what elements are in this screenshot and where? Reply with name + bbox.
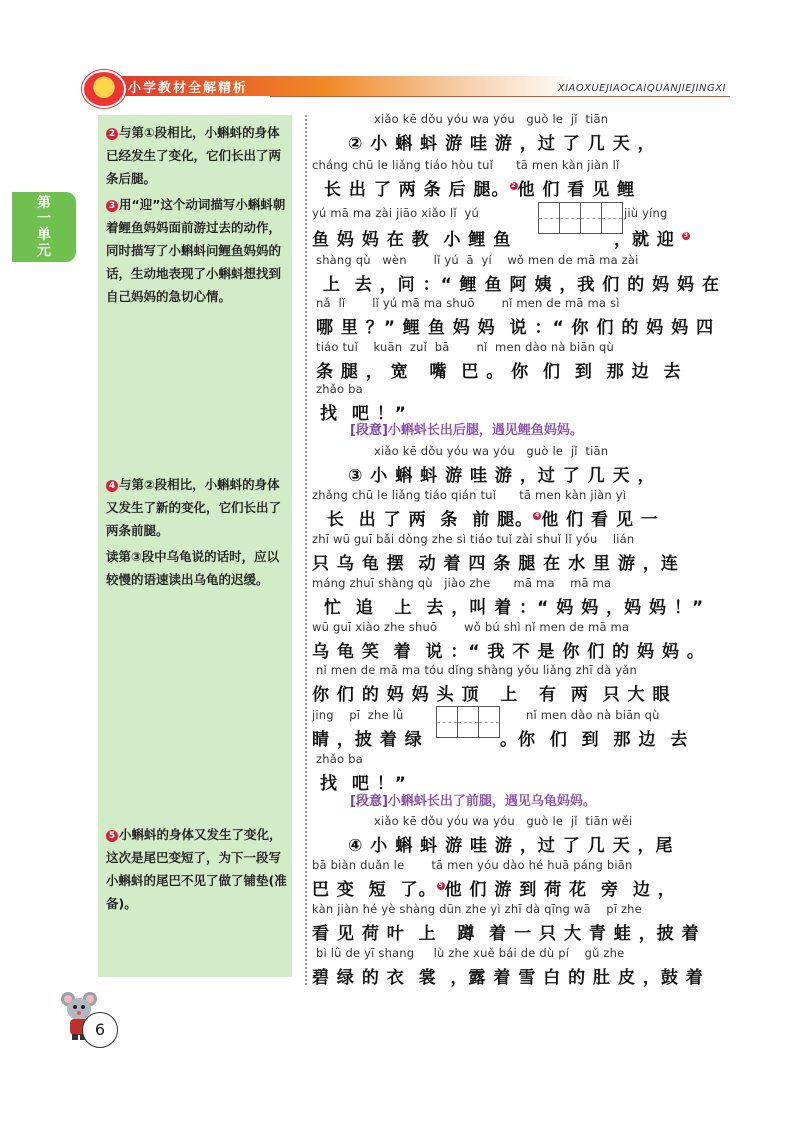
note-4 — [106, 473, 288, 542]
note-3-text: 用“迎”这个动词描写小蝌蚪朝着鲤鱼妈妈面前游过去的动作，同时描写了小蝌蚪问鲤鱼妈妈的话，生动地表现了小蝌蚪想找到自己妈妈的急切心情。 — [106, 197, 286, 304]
page-header — [70, 70, 730, 100]
hanzi-row: 碧 绿 的 衣 裳 ，露 着 雪 白 的 肚 皮 ，鼓 着 — [312, 968, 704, 988]
pinyin-row: kàn jiàn hé yè shàng dūn zhe yì zhī dà qīng wā pī zhe — [312, 902, 642, 916]
note-marker: 5 — [438, 882, 443, 889]
pinyin-row: xiǎo kē dǒu yóu wa yóu guò le jǐ tiān — [374, 112, 609, 126]
fill-blank-boxes[interactable] — [436, 706, 500, 738]
page-number: 6 — [82, 1012, 118, 1048]
hanzi-segment: 长 出 了 两 条 前 腿。 — [320, 510, 534, 530]
note-marker: 3 — [683, 232, 688, 239]
note-4b-text: 读第③段中乌龟说的话时，应以较慢的语速读出乌龟的迟缓。 — [106, 549, 280, 587]
unit-tab-label: 第一单元 — [37, 195, 51, 259]
note-badge: 5 — [106, 830, 118, 842]
hanzi-row: 睛 ，披 着 绿 — [312, 730, 423, 750]
hanzi-row: ④ 小 蝌 蚪 游 哇 游 ，过 了 几 天 ，尾 — [348, 836, 674, 856]
hanzi-row: ② 小 蝌 蚪 游 哇 游 ，过 了 几 天 ， — [348, 134, 656, 154]
annotation-sidebar — [98, 115, 292, 977]
note-3 — [106, 193, 288, 308]
hanzi-row: 上 去 ，问 ：“ 鲤 鱼 阿 姨 ，我 们 的 妈 妈 在 — [316, 275, 720, 295]
pinyin-row: yú mā ma zài jiāo xiǎo lǐ yú — [312, 206, 479, 220]
hanzi-row: 乌 龟 笑 着 说 ：“ 我 不 是 你 们 的 妈 妈 。 — [312, 642, 705, 662]
pinyin-row: xiǎo kē dǒu yóu wa yóu guò le jǐ tiān — [374, 444, 609, 458]
hanzi-segment: ，就 迎 — [614, 230, 675, 250]
summary-text: 小蝌蚪长出了前腿，遇见乌龟妈妈。 — [387, 794, 596, 809]
pinyin-row: zhǎng chū le liǎng tiáo qián tuǐ tā men kàn jiàn yì — [312, 488, 627, 502]
pinyin-row: shàng qù wèn lǐ yú ā yí wǒ men de mā ma zài — [316, 253, 639, 267]
note-badge: 2 — [106, 128, 118, 140]
hanzi-segment: 巴 变 短 了。 — [312, 880, 437, 900]
note-4b — [106, 545, 288, 591]
hanzi-row: 找 吧 ！” — [320, 774, 407, 794]
unit-tab — [12, 192, 76, 262]
note-badge: 3 — [106, 200, 118, 212]
pinyin-row: tiáo tuǐ kuān zuǐ bā nǐ men dào nà biān qù — [316, 340, 614, 354]
hanzi-row: 找 吧 ！” — [320, 404, 407, 424]
hanzi-row: 你 们 的 妈 妈 头 顶 上 有 两 只 大 眼 — [312, 685, 671, 705]
pinyin-row: zhī wū guī bǎi dòng zhe sì tiáo tuǐ zài shuǐ lǐ yóu lián — [312, 532, 635, 546]
paragraph-summary — [350, 419, 583, 438]
hanzi-segment: 他 们 游 到 荷 花 旁 边 ， — [444, 880, 676, 900]
header-title: 小学教材全解精析 — [128, 81, 249, 96]
hanzi-segment: 长 出 了 两 条 后 腿。 — [324, 180, 510, 200]
pinyin-row: cháng chū le liǎng tiáo hòu tuǐ tā men kàn jiàn lǐ — [312, 158, 620, 172]
pinyin-row: nǐ men dào nà biān qù — [526, 708, 660, 722]
book-logo-icon — [82, 70, 126, 108]
pinyin-row: jiù yíng — [624, 206, 668, 220]
pinyin-row: bì lǜ de yī shang lù zhe xuě bái de dù pí gǔ zhe — [316, 946, 625, 960]
hanzi-row: 。你 们 到 那 边 去 — [500, 730, 689, 750]
hanzi-segment: 他 们 看 见 一 — [541, 510, 659, 530]
note-4-text: 与第②段相比，小蝌蚪的身体又发生了新的变化，它们长出了两条前腿。 — [106, 477, 282, 538]
hanzi-segment: 他 们 看 见 鲤 — [517, 180, 636, 200]
note-5 — [106, 823, 288, 915]
summary-text: 小蝌蚪长出后腿，遇见鲤鱼妈妈。 — [387, 423, 583, 438]
pinyin-row: bā biàn duǎn le tā men yóu dào hé huā páng biān — [312, 858, 633, 872]
fill-blank-boxes[interactable] — [538, 202, 623, 234]
pinyin-row: zhǎo ba — [316, 752, 363, 766]
summary-label: [段意] — [350, 794, 388, 809]
paragraph-summary — [350, 790, 596, 809]
note-2-text: 与第①段相比，小蝌蚪的身体已经发生了变化，它们长出了两条后腿。 — [106, 125, 282, 186]
note-marker: 2 — [511, 182, 516, 189]
column-divider — [305, 115, 307, 985]
pinyin-row: zhǎo ba — [316, 382, 363, 396]
pinyin-row: nǐ men de mā ma tóu dǐng shàng yǒu liǎng zhī dà yǎn — [316, 663, 637, 677]
pinyin-row: wū guī xiào zhe shuō wǒ bú shì nǐ men de mā ma — [312, 620, 630, 634]
hanzi-row: 条 腿 ， 宽 嘴 巴 。 你 们 到 那 边 去 — [316, 362, 682, 382]
note-2 — [106, 121, 288, 190]
hanzi-row: 鱼 妈 妈 在 教 小 鲤 鱼 — [312, 230, 512, 250]
note-marker: 4 — [535, 512, 540, 519]
note-badge: 4 — [106, 480, 118, 492]
note-5-text: 小蝌蚪的身体又发生了变化，这次是尾巴变短了，为下一段写小蝌蚪的尾巴不见了做了铺垫(准备)。 — [106, 827, 287, 911]
pinyin-row: máng zhuī shàng qù jiào zhe mā ma mā ma — [312, 576, 612, 590]
hanzi-row — [312, 875, 676, 900]
hanzi-row — [320, 505, 659, 530]
hanzi-row: 忙 追 上 去 ，叫 着 ：“ 妈 妈 ，妈 妈 ！” — [324, 598, 705, 618]
hanzi-row — [324, 175, 635, 200]
hanzi-row — [614, 225, 690, 250]
pinyin-row: xiǎo kē dǒu yóu wa yóu guò le jǐ tiān wěi — [374, 814, 633, 828]
header-pinyin: XIAOXUEJIAOCAIQUANJIEJINGXI — [557, 83, 726, 94]
pinyin-row: nǎ lǐ lǐ yú mā ma shuō nǐ men de mā ma sì — [316, 296, 620, 310]
hanzi-row: 只 乌 龟 摆 动 着 四 条 腿 在 水 里 游 ，连 — [312, 554, 679, 574]
hanzi-row: ③ 小 蝌 蚪 游 哇 游 ，过 了 几 天 ， — [348, 466, 656, 486]
hanzi-row: 看 见 荷 叶 上 蹲 着 一 只 大 青 蛙 ，披 着 — [312, 924, 700, 944]
hanzi-row: 哪 里 ？” 鲤 鱼 妈 妈 说 ：“ 你 们 的 妈 妈 四 — [316, 318, 715, 338]
header-rule — [270, 96, 730, 97]
summary-label: [段意] — [350, 423, 388, 438]
pinyin-row: jing pī zhe lǜ — [312, 708, 404, 722]
